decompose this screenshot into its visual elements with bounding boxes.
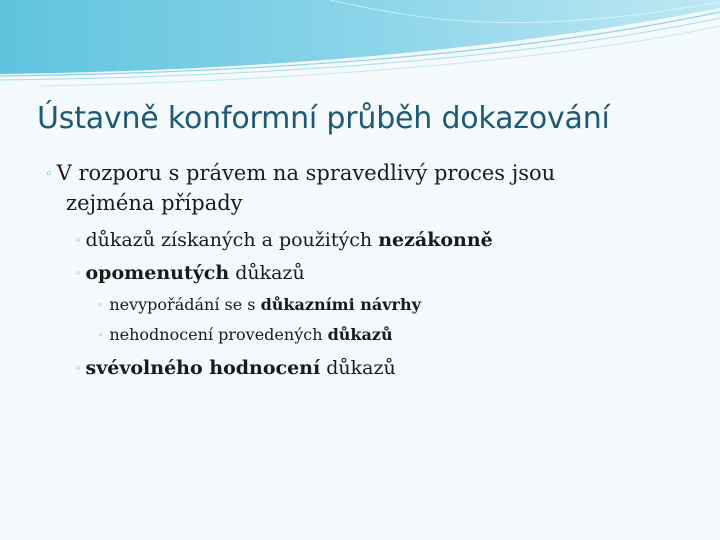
bullet-item — [75, 354, 396, 383]
bullet-item — [98, 323, 393, 348]
bullet-item — [75, 226, 493, 255]
bullet-text-bold: opomenutých — [85, 262, 230, 284]
bullet-text: nevypořádání se s — [109, 295, 261, 314]
bullet-icon: ◦ — [98, 301, 104, 311]
bullet-text: důkazů získaných a použitých — [85, 229, 379, 251]
bullet-icon: ◦ — [98, 331, 104, 341]
bullet-icon: ◦ — [75, 267, 82, 280]
bullet-text-bold: svévolného hodnocení — [85, 357, 321, 379]
bullet-item — [98, 293, 421, 318]
bullet-text: V rozporu s právem na spravedlivý proces jsou — [56, 161, 556, 185]
bullet-icon: ◦ — [75, 362, 82, 375]
bullet-icon: ◦ — [45, 167, 53, 182]
bullet-item — [45, 158, 555, 190]
bullet-text-bold: důkazními návrhy — [260, 295, 421, 314]
bullet-text-bold: důkazů — [327, 325, 393, 344]
slide-title: Ústavně konformní průběh dokazování — [37, 101, 610, 136]
bullet-text: zejména případy — [66, 191, 243, 215]
bullet-text: důkazů — [320, 357, 396, 379]
bullet-text: nehodnocení provedených — [109, 325, 328, 344]
bullet-text-bold: nezákonně — [378, 229, 493, 251]
bullet-icon: ◦ — [75, 234, 82, 247]
bullet-text: důkazů — [229, 262, 305, 284]
bullet-item — [75, 259, 305, 288]
bullet-item-continuation — [66, 188, 243, 218]
